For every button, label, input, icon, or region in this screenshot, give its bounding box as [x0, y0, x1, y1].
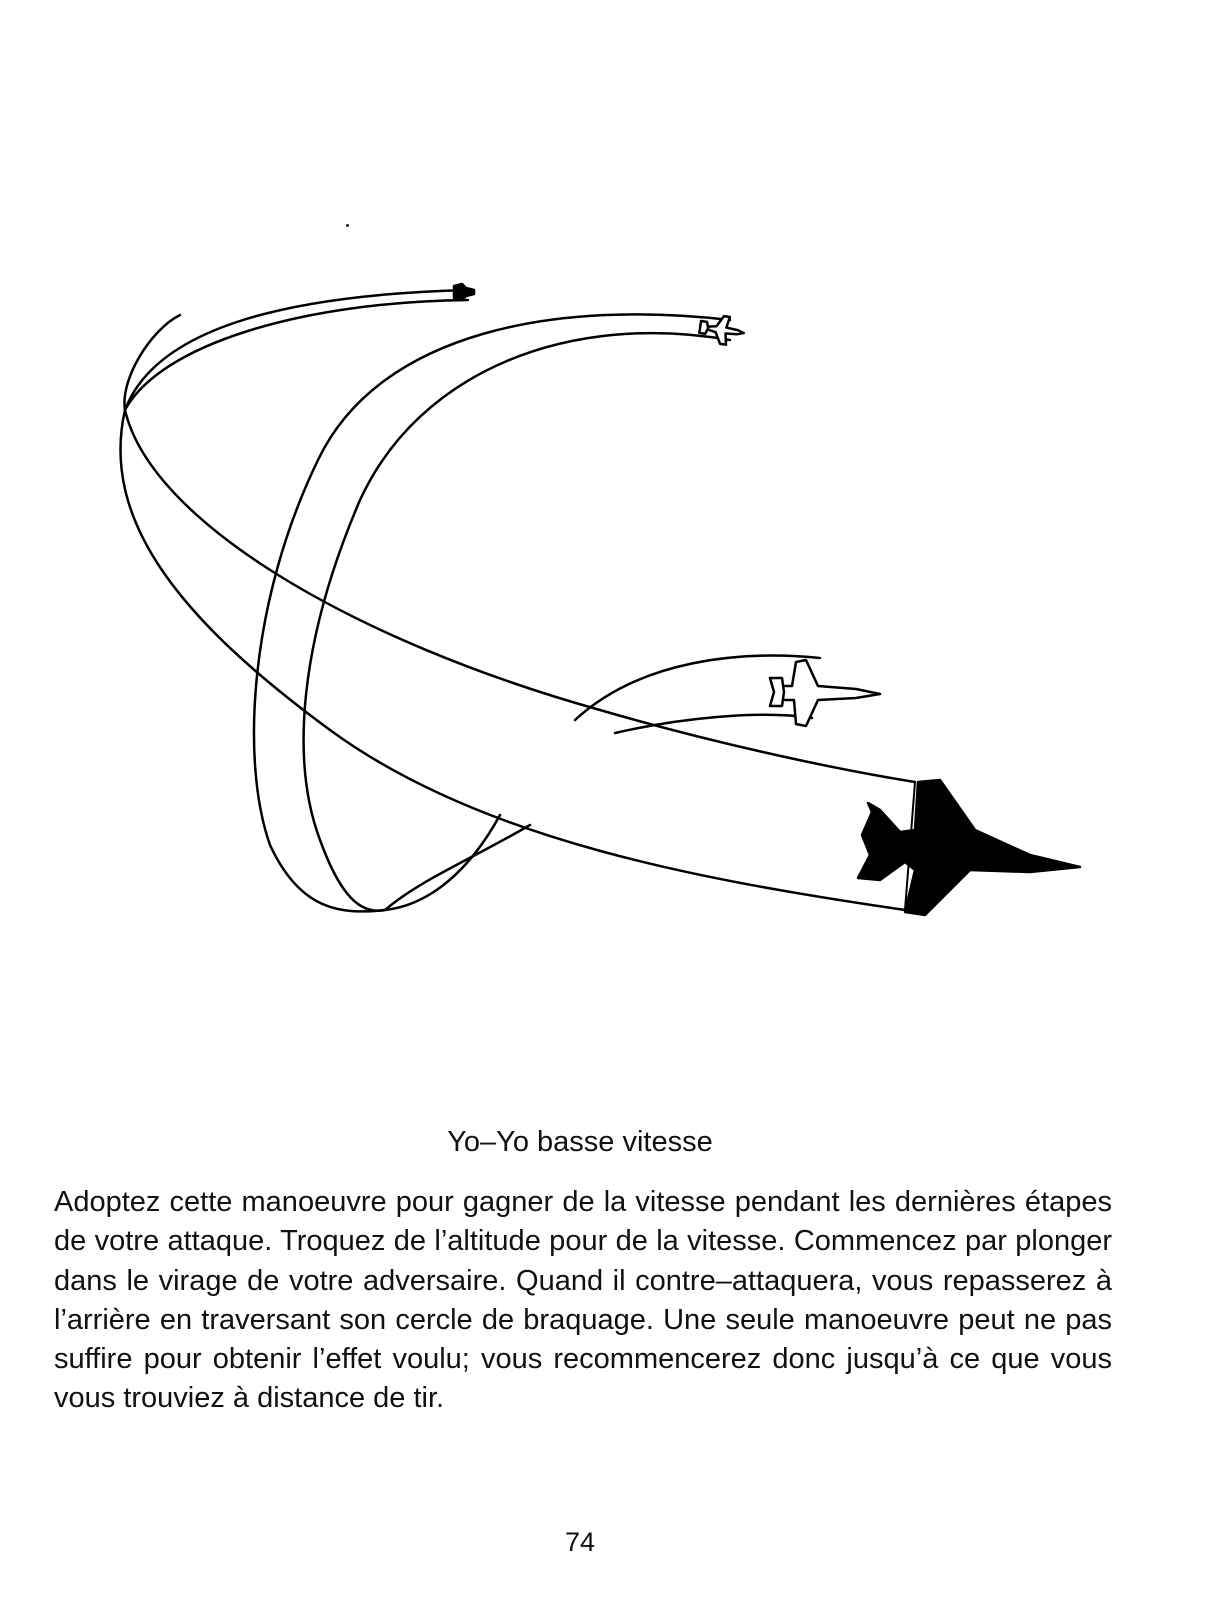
body-paragraph: Adoptez cette manoeuvre pour gagner de la vitesse pendant les dernières étapes de votre attaque. Troquez de l’altitude pour de la vitesse. Commencez par plonger dans le virage de votre adversaire. Quand il contre–attaquera, vous repasserez à l’arrière en traversant son cercle de braquage. Une seule manoeuvre peut ne pas suffire pour obtenir l’effet voulu; vous recommencerez donc jusqu’à ce que vous vous trouviez à distance de tir.	[54, 1186, 1112, 1415]
second-trail-ribbon	[254, 314, 730, 911]
third-trail-ribbon	[385, 656, 820, 910]
page-number: 74	[564, 1527, 596, 1557]
figure-caption: Yo–Yo basse vitesse	[447, 1126, 713, 1158]
lead-jet-icon	[454, 284, 474, 300]
main-trail-ribbon	[120, 290, 915, 910]
attacking-jet-icon	[858, 780, 1080, 915]
